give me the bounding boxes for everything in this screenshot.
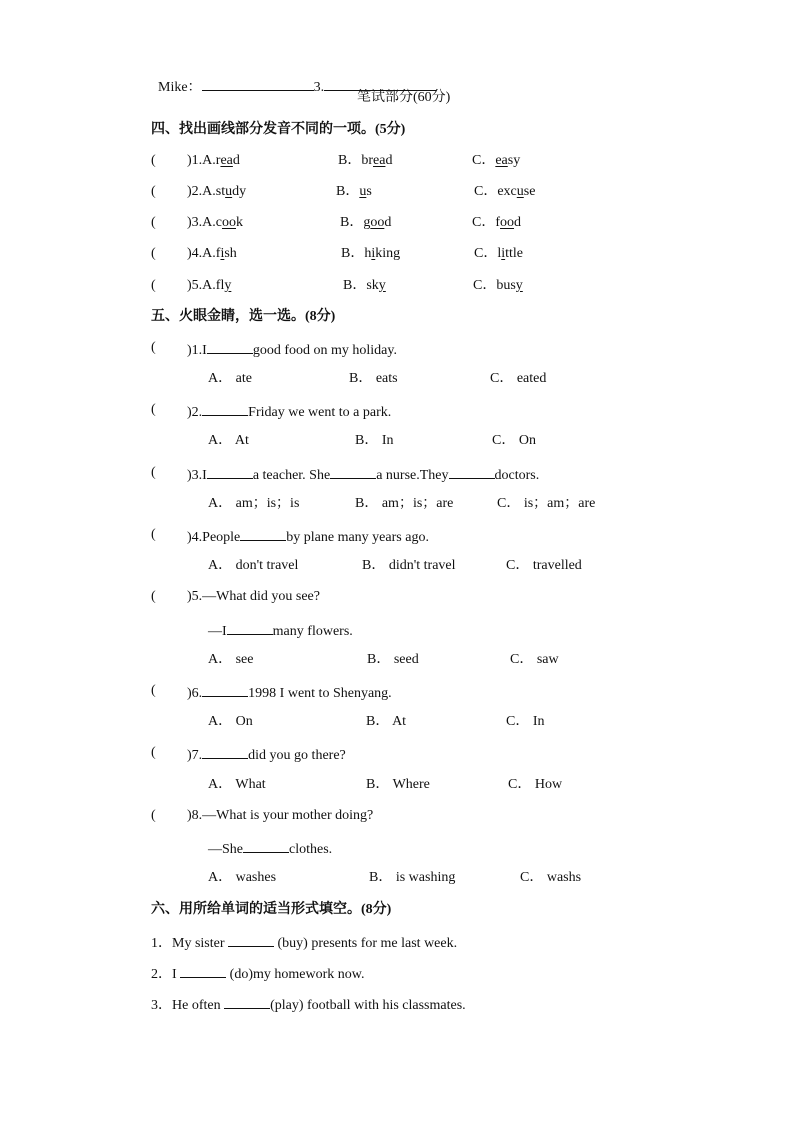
- answer-paren[interactable]: (: [151, 278, 156, 293]
- section5-title: 五、火眼金睛，选一选。(8分): [151, 309, 336, 324]
- answer-paren[interactable]: (: [151, 402, 156, 417]
- s4-q2-b: B．us: [336, 184, 372, 199]
- fill-blank[interactable]: [243, 838, 289, 853]
- s4-q5-b: B．sky: [343, 278, 386, 293]
- s4-q5-c: C．busy: [473, 278, 523, 293]
- s4-q2-a: )2.A.study: [187, 184, 247, 199]
- question-number: )3.I: [187, 468, 207, 483]
- s5-q6-stem: )6. 1998 I went to Shenyang.: [187, 682, 392, 703]
- s5-q8-stem: )8.—What is your mother doing?: [187, 808, 374, 823]
- fill-blank[interactable]: [224, 994, 270, 1009]
- fill-blank[interactable]: [207, 339, 253, 354]
- option-c[interactable]: C． On: [492, 433, 536, 448]
- option-b[interactable]: B． seed: [367, 652, 419, 667]
- question-number: )4.People: [187, 530, 241, 545]
- fill-blank[interactable]: [449, 464, 495, 479]
- option-b[interactable]: B． Where: [366, 777, 430, 792]
- option-c[interactable]: C． In: [506, 714, 545, 729]
- option-b[interactable]: B． is washing: [369, 870, 456, 885]
- s4-q3-c: C．food: [472, 215, 522, 230]
- mike-label: Mike：: [158, 80, 202, 95]
- s4-q3-b: B．good: [340, 215, 392, 230]
- fill-blank[interactable]: [207, 464, 253, 479]
- answer-paren[interactable]: (: [151, 465, 156, 480]
- option-c[interactable]: C． is；am；are: [497, 496, 596, 511]
- option-a[interactable]: A． am；is；is: [208, 496, 300, 511]
- s5-q5-stem: )5.—What did you see?: [187, 589, 320, 604]
- option-a[interactable]: A． washes: [208, 870, 277, 885]
- fill-blank[interactable]: [330, 464, 376, 479]
- option-b[interactable]: B． eats: [349, 371, 398, 386]
- answer-paren[interactable]: (: [151, 808, 156, 823]
- option-b[interactable]: B． At: [366, 714, 407, 729]
- s4-q1-a: )1.A.read: [187, 153, 240, 168]
- s5-q2-stem: )2. Friday we went to a park.: [187, 401, 391, 422]
- option-a[interactable]: A． ate: [208, 371, 252, 386]
- s5-q3-stem: )3.I a teacher. She a nurse.They doctors.: [187, 464, 539, 485]
- s4-q1-c: C．easy: [472, 153, 521, 168]
- section4-title: 四、找出画线部分发音不同的一项。(5分): [151, 122, 406, 137]
- mike-answer-blank[interactable]: [202, 76, 314, 91]
- s5-q7-stem: )7. did you go there?: [187, 744, 346, 765]
- s5-q5-reply: —I many flowers.: [208, 620, 353, 641]
- option-c[interactable]: C． travelled: [506, 558, 582, 573]
- answer-paren[interactable]: (: [151, 215, 156, 230]
- s6-item-2: 2．I (do)my homework now.: [151, 963, 364, 984]
- option-a[interactable]: A． At: [208, 433, 249, 448]
- answer-paren[interactable]: (: [151, 683, 156, 698]
- s6-item-3: 3．He often (play) football with his classmates.: [151, 994, 466, 1015]
- question-number: )3.A.: [187, 215, 216, 230]
- s4-q4-c: C．little: [474, 246, 524, 261]
- fill-blank[interactable]: [227, 620, 273, 635]
- question-number: )5.A.: [187, 278, 216, 293]
- option-a[interactable]: A． What: [208, 777, 266, 792]
- option-c[interactable]: C． washs: [520, 870, 582, 885]
- answer-paren[interactable]: (: [151, 153, 156, 168]
- option-b[interactable]: B． didn't travel: [362, 558, 456, 573]
- option-b[interactable]: B． am；is；are: [355, 496, 454, 511]
- s4-q2-c: C．excuse: [474, 184, 536, 199]
- section6-title: 六、用所给单词的适当形式填空。(8分): [151, 902, 392, 917]
- fill-blank[interactable]: [202, 682, 248, 697]
- answer-paren[interactable]: (: [151, 745, 156, 760]
- option-a[interactable]: A． don't travel: [208, 558, 299, 573]
- section-title: 笔试部分(60分): [357, 90, 451, 105]
- answer-paren[interactable]: (: [151, 340, 156, 355]
- answer-paren[interactable]: (: [151, 184, 156, 199]
- fill-blank[interactable]: [228, 932, 274, 947]
- mike-number-label: 3.: [313, 80, 325, 95]
- s5-q1-stem: )1.I good food on my holiday.: [187, 339, 397, 360]
- s4-q4-a: )4.A.fish: [187, 246, 237, 261]
- answer-paren[interactable]: (: [151, 589, 156, 604]
- s5-q4-stem: )4.People by plane many years ago.: [187, 526, 429, 547]
- answer-paren[interactable]: (: [151, 246, 156, 261]
- option-b[interactable]: B． In: [355, 433, 394, 448]
- option-c[interactable]: C． eated: [490, 371, 547, 386]
- option-a[interactable]: A． see: [208, 652, 254, 667]
- s4-q5-a: )5.A.fly: [187, 278, 232, 293]
- question-number: )1.A.: [187, 153, 216, 168]
- question-number: )2.: [187, 405, 203, 420]
- s6-item-1: 1．My sister (buy) presents for me last week.: [151, 932, 457, 953]
- question-number: )7.: [187, 748, 203, 763]
- option-c[interactable]: C． saw: [510, 652, 559, 667]
- fill-blank[interactable]: [180, 963, 226, 978]
- option-c[interactable]: C． How: [508, 777, 563, 792]
- question-number: )4.A.: [187, 246, 216, 261]
- question-number: )2.A.: [187, 184, 216, 199]
- s4-q4-b: B．hiking: [341, 246, 401, 261]
- fill-blank[interactable]: [240, 526, 286, 541]
- option-a[interactable]: A． On: [208, 714, 253, 729]
- question-number: )1.I: [187, 343, 207, 358]
- question-number: )6.: [187, 686, 203, 701]
- s5-q8-reply: —She clothes.: [208, 838, 332, 859]
- fill-blank[interactable]: [202, 744, 248, 759]
- s4-q1-b: B．bread: [338, 153, 393, 168]
- s4-q3-a: )3.A.cook: [187, 215, 243, 230]
- answer-paren[interactable]: (: [151, 527, 156, 542]
- fill-blank[interactable]: [202, 401, 248, 416]
